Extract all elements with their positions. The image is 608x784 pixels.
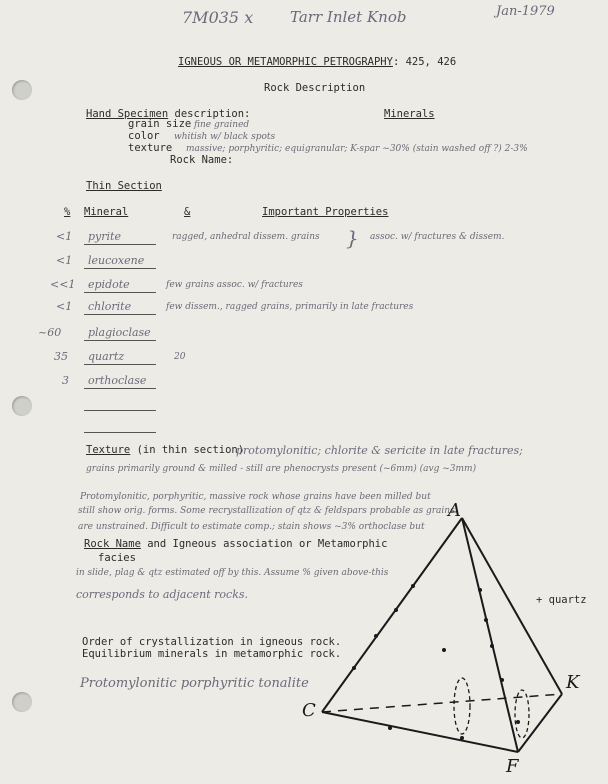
mineral-props: ragged, anhedral dissem. grains [172,232,320,242]
brace: } [346,226,359,250]
mineral-pct: 3 [62,374,69,387]
color-value: whitish w/ black spots [174,132,276,142]
mineral-name: pyrite [88,230,121,243]
form-title: IGNEOUS OR METAMORPHIC PETROGRAPHY: 425, 426 [178,56,457,68]
mineral-pct: <1 [56,300,73,313]
vertex-c: C [302,700,316,721]
texture-line: Protomylonitic, porphyritic, massive rock whose grains have been milled but [80,492,431,502]
rock-name-line: corresponds to adjacent rocks. [76,588,249,601]
form-subtitle: Rock Description [264,82,366,94]
color-label: color [128,130,160,142]
rock-name-line: in slide, plag & qtz estimated off by this. Assume % given above-this [76,568,389,578]
col-percent: % [64,206,71,218]
edge-a-c [322,518,462,712]
facies-label: facies [98,552,136,564]
texture-line: are unstrained. Difficult to estimate comp.; stain shows ~3% orthoclase but [78,522,425,532]
edge-c-f [322,712,518,752]
texture-value: massive; porphyritic; equigranular; K-spar ~30% (stain washed off ?) 2-3% [186,144,528,154]
vertex-k: K [566,672,580,693]
mineral-pct: <1 [56,254,73,267]
col-mineral: Mineral [84,206,129,218]
edge-a-f [462,518,518,752]
col-amp: & [184,206,191,218]
mineral-pct: ~60 [38,326,62,339]
rock-name-value: Protomylonitic porphyritic tonalite [80,676,309,691]
thin-section-heading: Thin Section [86,180,162,192]
location-name: Tarr Inlet Knob [290,8,407,26]
mineral-props: few dissem., ragged grains, primarily in late fractures [166,302,414,312]
mineral-props: 20 [174,352,186,362]
mineral-pct: <1 [56,230,73,243]
rock-name-label: Rock Name: [170,154,234,166]
mineral-name: chlorite [88,300,132,313]
col-properties: Important Properties [262,206,389,218]
mineral-props: few grains assoc. w/ fractures [166,280,303,290]
date: Jan-1979 [496,4,555,19]
vertex-a: A [448,500,461,521]
order-line-2: Equilibrium minerals in metamorphic rock. [82,648,342,660]
mineral-pct: <<1 [50,278,76,291]
edge-a-k [462,518,562,694]
mineral-pct: 35 [54,350,68,363]
minerals-heading: Minerals [384,108,435,120]
texture-line: still show orig. forms. Some recrystallization of qtz & feldspars probable as grains [78,506,455,516]
mineral-name: leucoxene [88,254,145,267]
trend-ellipse-1 [454,678,470,734]
texture-line: grains primarily ground & milled - still are phenocrysts present (~6mm) (avg ~3mm) [86,464,477,474]
sample-id: 7M035 x [182,8,254,27]
quartz-label: + quartz [536,594,587,606]
mineral-name: plagioclase [88,326,151,339]
brace-note: assoc. w/ fractures & dissem. [370,232,505,242]
grain-size-value: fine grained [194,120,250,130]
rock-name-heading: Rock Name and Igneous association or Metamorphic [84,538,388,550]
texture-label: texture [128,142,173,154]
texture-heading: Texture (in thin section) [86,444,245,456]
mineral-name: epidote [88,278,130,291]
mineral-name: orthoclase [88,374,147,387]
vertex-f: F [506,756,519,777]
grain-size-label: grain size [128,118,192,130]
edge-c-k-hidden [322,694,562,712]
mineral-name: quartz [88,350,125,363]
texture-line: protomylonitic; chlorite & sericite in late fractures; [236,444,523,457]
hand-specimen-label: Hand Specimen description: [86,108,251,120]
order-line-1: Order of crystallization in igneous rock. [82,636,342,648]
edge-f-k [518,694,562,752]
